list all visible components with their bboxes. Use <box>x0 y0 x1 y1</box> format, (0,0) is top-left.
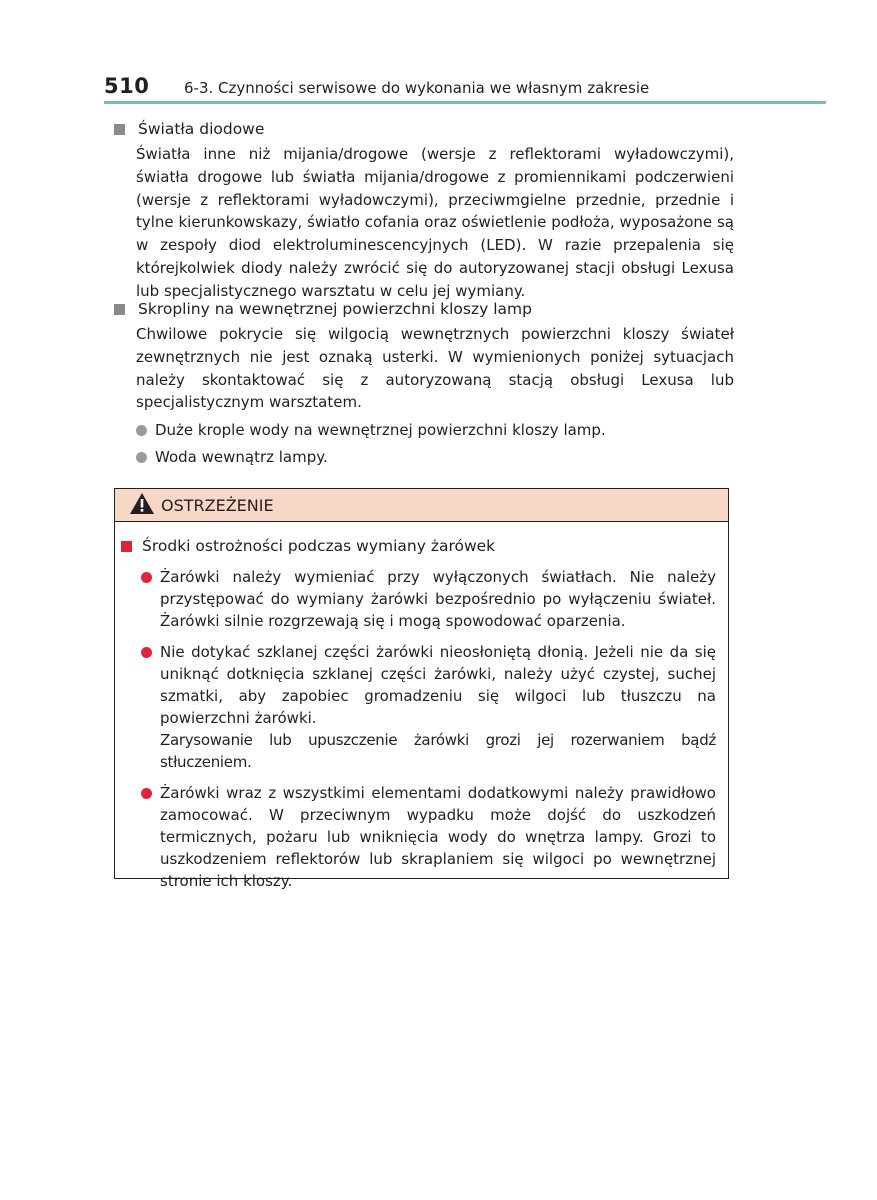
square-bullet-icon <box>114 124 125 135</box>
warning-item-text: Żarówki wraz z wszystkimi elementami dodatkowymi należy prawidłowo zamocować. W przeciwnym wypadku może dojść do uszkodzeń termicznych, pożaru lub wniknięcia wody do wnętrza lampy. Grozi to uszkodzeniem reflektorów lub skraplaniem się wilgoci po wewnętrznej stronie ich kloszy. <box>160 784 716 890</box>
warning-box <box>114 488 729 890</box>
list-item <box>136 446 734 468</box>
section-led-lights <box>114 118 734 303</box>
header-divider <box>104 101 826 104</box>
page-header <box>104 72 826 106</box>
warning-title: OSTRZEŻENIE <box>161 495 274 515</box>
chapter-title: 6-3. Czynności serwisowe do wykonania we własnym zakresie <box>184 79 650 97</box>
warning-subheading <box>121 537 495 555</box>
section-heading-text: Światła diodowe <box>138 120 265 138</box>
section-heading <box>114 118 734 140</box>
warning-item-body <box>160 641 716 773</box>
circle-bullet-icon <box>136 452 147 463</box>
warning-item-text: Żarówki należy wymieniać przy wyłączonych światłach. Nie należy przystępować do wymiany żarówki bezpośrednio po wyłączeniu świateł. Żarówki silnie rozgrzewają się i mogą spowodować oparzenia. <box>160 568 716 630</box>
warning-item <box>141 782 716 892</box>
warning-triangle-icon <box>129 492 155 519</box>
warning-item <box>141 641 716 773</box>
warning-header <box>115 489 728 522</box>
red-circle-bullet-icon <box>141 647 152 658</box>
red-square-bullet-icon <box>121 541 132 552</box>
page-number: 510 <box>104 74 150 98</box>
list-item-text: Duże krople wody na wewnętrznej powierzchni kloszy lamp. <box>155 421 606 440</box>
section-condensation <box>114 298 734 468</box>
section-heading <box>114 298 734 320</box>
list-item <box>136 419 734 441</box>
warning-subheading-text: Środki ostrożności podczas wymiany żarówek <box>142 537 496 555</box>
warning-list <box>141 566 716 901</box>
square-bullet-icon <box>114 304 125 315</box>
section-body: Chwilowe pokrycie się wilgocią wewnętrznych powierzchni kloszy świateł zewnętrznych nie jest oznaką usterki. W wymienionych poniżej sytuacjach należy skontaktować się z autoryzowaną stacją obsługi Lexusa lub specjalistycznym warsztatem. <box>136 325 734 412</box>
circle-bullet-icon <box>136 425 147 436</box>
red-circle-bullet-icon <box>141 572 152 583</box>
red-circle-bullet-icon <box>141 788 152 799</box>
section-body: Światła inne niż mijania/drogowe (wersje z reflektorami wyładowczymi), światła drogowe lub światła mijania/drogowe z promiennikami podczerwieni (wersje z reflektorami wyładowczymi), przeciwmgielne przednie, przednie i tylne kierunkowskazy, światło cofania oraz oświetlenie podłoża, wyposażone są w zespoły diod elektroluminescencyjnych (LED). W razie przepalenia się którejkolwiek diody należy zwrócić się do autoryzowanej stacji obsługi Lexusa lub specjalistycznego warsztatu w celu jej wymiany. <box>136 145 734 300</box>
section-heading-text: Skropliny na wewnętrznej powierzchni kloszy lamp <box>138 300 532 318</box>
list-item-text: Woda wewnątrz lampy. <box>155 448 328 467</box>
warning-item-text: Nie dotykać szklanej części żarówki nieosłoniętą dłonią. Jeżeli nie da się uniknąć dotknięcia szklanej części żarówki, należy użyć czystej, suchej szmatki, aby zapobiec gromadzeniu się wilgoci lub tłuszczu na powierzchni żarówki. <box>160 643 716 727</box>
warning-item-note: Zarysowanie lub upuszczenie żarówki grozi jej rozerwaniem bądź stłuczeniem. <box>160 731 716 771</box>
warning-item <box>141 566 716 632</box>
